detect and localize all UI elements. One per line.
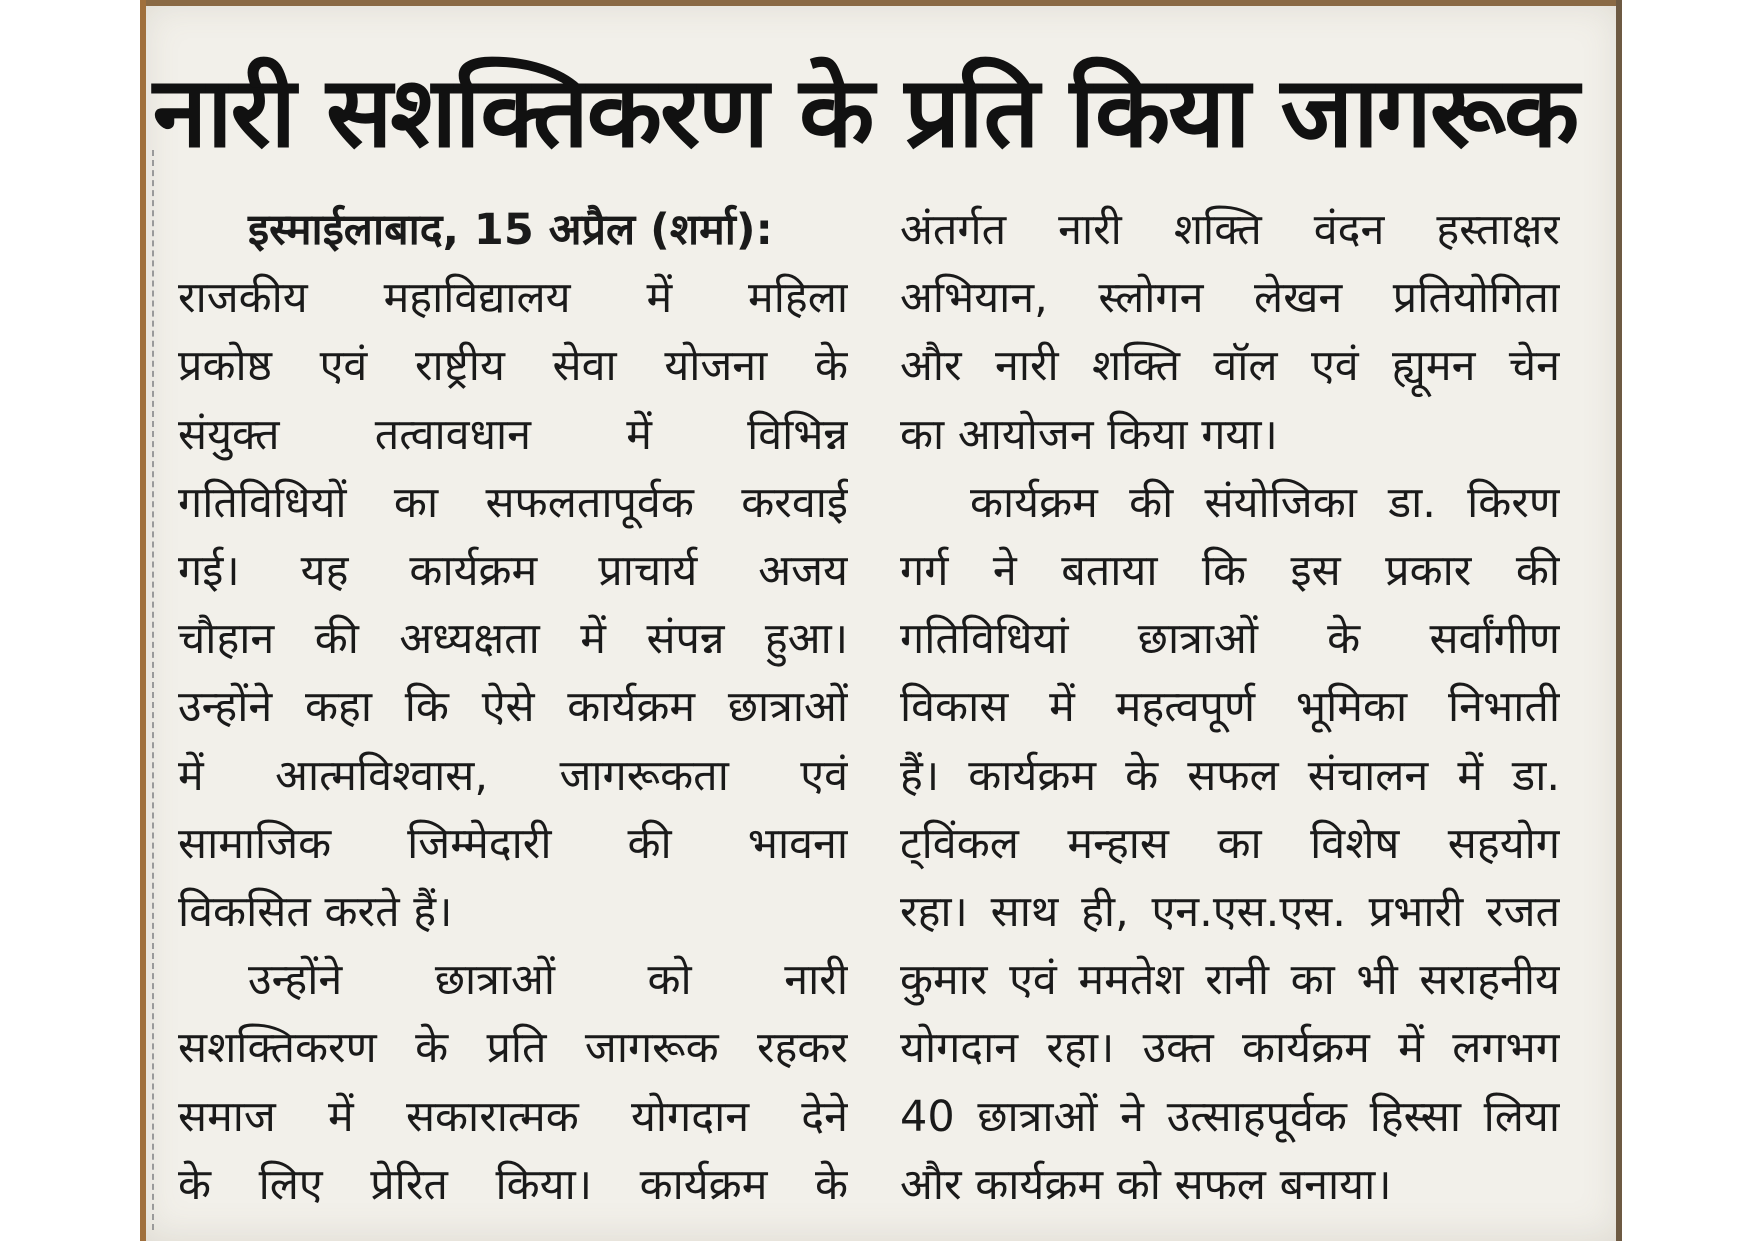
article-text-line: सशक्तिकरण के प्रति जागरूक रहकर bbox=[178, 1023, 848, 1074]
article-text-line: अभियान, स्लोगन लेखन प्रतियोगिता bbox=[900, 273, 1560, 324]
article-text-line: राजकीय महाविद्यालय में महिला bbox=[178, 273, 848, 324]
article-text-line: गतिविधियां छात्राओं के सर्वांगीण bbox=[900, 614, 1560, 665]
article-text-line: के लिए प्रेरित किया। कार्यक्रम के bbox=[178, 1159, 848, 1210]
article-dateline: इस्माईलाबाद, 15 अप्रैल (शर्मा): bbox=[248, 205, 773, 255]
article-text-line: गतिविधियों का सफलतापूर्वक करवाई bbox=[178, 477, 848, 528]
article-text-line: योगदान रहा। उक्त कार्यक्रम में लगभग bbox=[900, 1023, 1560, 1074]
article-text-line: रहा। साथ ही, एन.एस.एस. प्रभारी रजत bbox=[900, 887, 1560, 938]
article-text-line: 40 छात्राओं ने उत्साहपूर्वक हिस्सा लिया bbox=[900, 1091, 1560, 1142]
article-text-line: समाज में सकारात्मक योगदान देने bbox=[178, 1091, 848, 1142]
article-text-line: का आयोजन किया गया। bbox=[900, 409, 1278, 460]
article-text-line: अंतर्गत नारी शक्ति वंदन हस्ताक्षर bbox=[900, 205, 1560, 255]
article-text-line: विकसित करते हैं। bbox=[178, 887, 453, 938]
article-text-line: उन्होंने कहा कि ऐसे कार्यक्रम छात्राओं bbox=[178, 682, 848, 733]
article-text-line: विकास में महत्वपूर्ण भूमिका निभाती bbox=[900, 682, 1560, 733]
article-text-line: चौहान की अध्यक्षता में संपन्न हुआ। bbox=[178, 614, 848, 665]
article-text-line: गर्ग ने बताया कि इस प्रकार की bbox=[900, 546, 1560, 597]
article-headline: नारी सशक्तिकरण के प्रति किया जागरूक bbox=[152, 56, 1578, 170]
article-text-line: प्रकोष्ठ एवं राष्ट्रीय सेवा योजना के bbox=[178, 341, 848, 392]
article-text-line: ट्विंकल मन्हास का विशेष सहयोग bbox=[900, 818, 1560, 869]
article-column-right bbox=[900, 196, 1560, 1219]
clipping-right-edge bbox=[1616, 0, 1622, 1241]
article-text-line: कुमार एवं ममतेश रानी का भी सराहनीय bbox=[900, 955, 1560, 1006]
article-text-line: उन्होंने छात्राओं को नारी bbox=[248, 955, 848, 1006]
cut-line-divider bbox=[152, 150, 154, 1230]
clipping-left-edge bbox=[140, 0, 146, 1241]
article-text-line: कार्यक्रम की संयोजिका डा. किरण bbox=[970, 477, 1560, 528]
clipping-top-edge bbox=[140, 0, 1622, 6]
article-text-line: में आत्मविश्वास, जागरूकता एवं bbox=[178, 750, 848, 801]
article-text-line: हैं। कार्यक्रम के सफल संचालन में डा. bbox=[900, 750, 1560, 801]
article-column-left bbox=[178, 196, 848, 1219]
article-text-line: सामाजिक जिम्मेदारी की भावना bbox=[178, 818, 848, 869]
article-text-line: और नारी शक्ति वॉल एवं ह्यूमन चेन bbox=[900, 341, 1560, 392]
article-text-line: संयुक्त तत्वावधान में विभिन्न bbox=[178, 409, 848, 460]
article-text-line: गई। यह कार्यक्रम प्राचार्य अजय bbox=[178, 546, 848, 597]
article-text-line: और कार्यक्रम को सफल बनाया। bbox=[900, 1159, 1392, 1210]
